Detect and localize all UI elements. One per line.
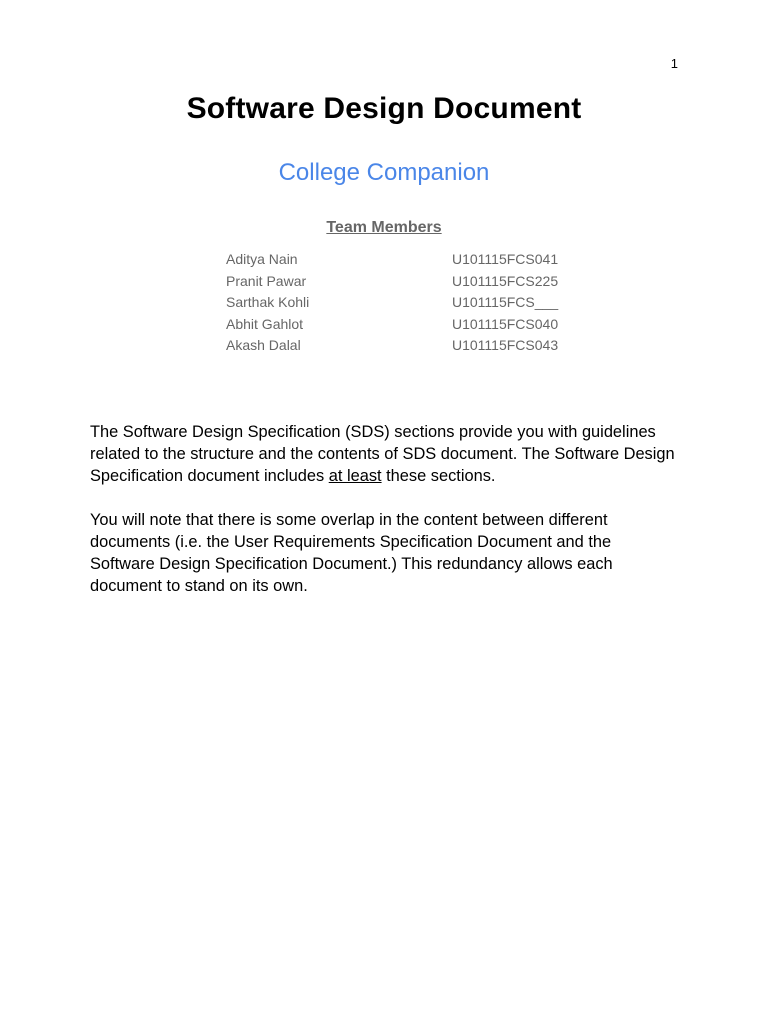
team-row	[226, 314, 566, 336]
team-member-name: Pranit Pawar	[226, 272, 307, 289]
team-member-name: Sarthak Kohli	[226, 294, 310, 311]
team-member-name: Akash Dalal	[226, 337, 301, 354]
intro-text-underlined: at least	[328, 467, 382, 485]
document-subtitle: College Companion	[278, 159, 490, 186]
team-row	[226, 335, 566, 357]
team-row	[226, 249, 566, 271]
team-list	[226, 249, 566, 357]
intro-paragraph	[90, 421, 680, 487]
team-heading-text: Team Members	[326, 219, 442, 236]
intro-text-before: The Software Design Specification (SDS) sections provide you with guidelines related to the structure and the contents of SDS document. The Software Design Specification document includes	[90, 423, 675, 485]
page-number: 1	[670, 56, 678, 71]
intro-text-after: these sections.	[381, 467, 496, 485]
team-member-id: U101115FCS___	[452, 294, 559, 311]
team-row	[226, 292, 566, 314]
team-row	[226, 271, 566, 293]
team-member-id: U101115FCS041	[452, 251, 559, 267]
team-member-id: U101115FCS040	[452, 315, 559, 332]
team-member-id: U101115FCS225	[452, 272, 559, 289]
team-member-name: Aditya Nain	[226, 251, 298, 267]
document-title: Software Design Document	[186, 92, 582, 125]
overlap-paragraph: You will note that there is some overlap in the content between different documents (i.e. the User Requirements Specification Document and the Software Design Specification Document.) This redundancy allows each document to stand on its own.	[90, 511, 613, 595]
team-member-id: U101115FCS043	[452, 337, 559, 354]
team-heading	[0, 219, 768, 237]
team-member-name: Abhit Gahlot	[226, 315, 304, 332]
